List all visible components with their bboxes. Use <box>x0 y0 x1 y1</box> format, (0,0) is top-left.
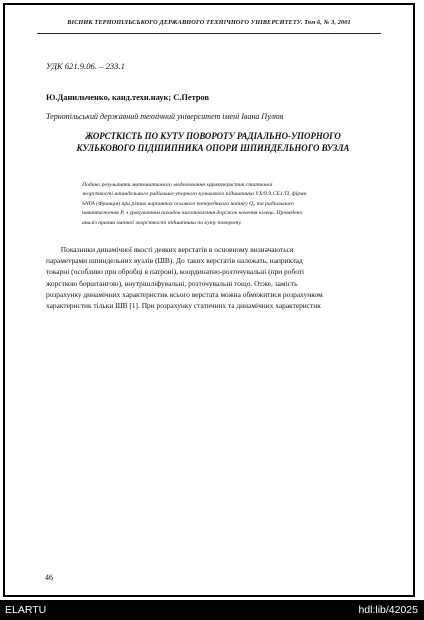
body-line: параметрами шпиндельних вузлів (ШВ). До таких верстатів належать, наприклад <box>46 256 303 266</box>
abstract-line: навантаження P, з урахуванням похибок виготовлення доріжок кочення кілець. Проведено <box>82 210 303 217</box>
abstract-line: аналіз причин змінної жорсткості підшипника по куту повороту. <box>82 219 242 226</box>
affiliation: Тернопільський державний технічний університет імені Івана Пулюя <box>46 112 284 121</box>
document-page <box>3 3 415 597</box>
paper-title <box>46 130 380 154</box>
body-line: жорсткою борштангою), внутрішліфувальні, розточувальні тощо. Отже, замість <box>46 278 298 288</box>
repository-footer-bar <box>0 600 424 620</box>
journal-header: ВІСНИК ТЕРНОПІЛЬСЬКОГО ДЕРЖАВНОГО ТЕХНІЧНОГО УНІВЕРСИТЕТУ. Том 6, № 3, 2001 <box>67 19 351 26</box>
handle-id: hdl:lib/42025 <box>358 604 418 616</box>
abstract-line: SNFA (Франція) при різних варіантах осьового попереднього натягу Q₀ та радіального <box>82 200 294 207</box>
body-line: токарні (особливо при обробці в патроні), координатно-розточувальні (при роботі <box>46 267 305 277</box>
body-line: характеристик тільки ШВ [1]. При розрахунку статичних та динамічних характеристик <box>46 301 321 311</box>
repository-name: ELARTU <box>5 604 47 616</box>
page-number: 46 <box>45 573 53 582</box>
abstract-line: Подано результати математичного моделювання характеристик статичної <box>82 182 273 188</box>
title-line: КУЛЬКОВОГО ПІДШИПНИКА ОПОРИ ШПИНДЕЛЬНОГО ВУЗЛА <box>76 143 350 153</box>
title-line: ЖОРСТКІСТЬ ПО КУТУ ПОВОРОТУ РАДІАЛЬНО-УПОРНОГО <box>85 131 341 141</box>
abstract <box>82 181 380 228</box>
authors: Ю.Данильченко, канд.техн.наук; С.Петров <box>46 93 210 102</box>
udk-code: УДК 621.9.06. – 233.1 <box>46 61 125 71</box>
body-text <box>46 244 380 311</box>
header-rule <box>37 33 381 34</box>
body-line: розрахунку динамічних характеристик всього верстата можна обмежитися розрахунком <box>46 289 323 299</box>
abstract-line: жорсткості шпиндельного радіально-упорного кулькового підшипника VX/9.9.CE1.TL фірми <box>82 191 307 198</box>
body-line: Показники динамічної якості деяких верстатів в основному визначаються <box>46 245 294 254</box>
